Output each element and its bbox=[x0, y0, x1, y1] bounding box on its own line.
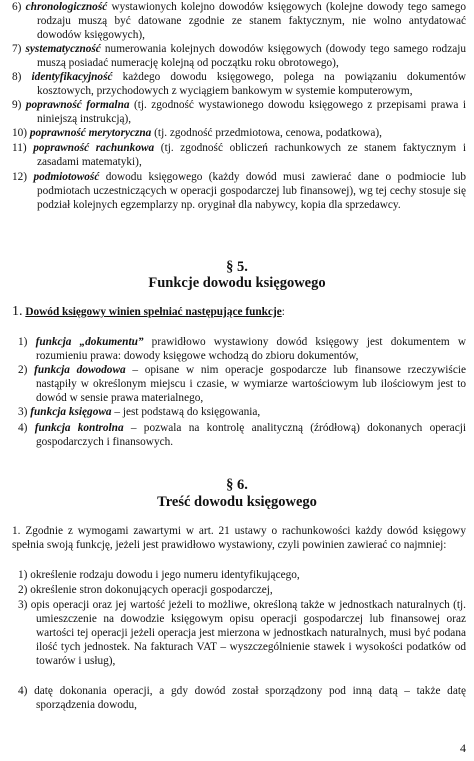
function-term: funkcja „dokumentu” bbox=[35, 336, 144, 348]
function-text: – jest podstawą do księgowania, bbox=[111, 406, 261, 418]
content-item bbox=[12, 583, 466, 597]
item-number: 10) bbox=[12, 127, 28, 139]
intro-colon: : bbox=[281, 306, 285, 318]
definition-item bbox=[12, 126, 466, 140]
definition-item bbox=[12, 0, 466, 42]
section-intro bbox=[12, 305, 466, 319]
item-number: 3) bbox=[18, 599, 28, 611]
item-number: 9) bbox=[12, 99, 22, 111]
definition-term: poprawność formalna bbox=[25, 99, 130, 111]
function-term: funkcja dowodowa bbox=[34, 364, 126, 376]
definition-term: systematyczność bbox=[25, 43, 101, 55]
definition-text: numerowania kolejnych dowodów księgowych (dowody tego samego rodzaju muszą posiadać numerację kolejną od początku roku obrotowego), bbox=[37, 43, 467, 69]
definition-text: (tj. zgodność przedmiotowa, cenowa, podatkowa), bbox=[151, 127, 382, 139]
function-text: – pozwala na kontrolę analityczną (źródłową) dokonanych operacji gospodarczych i finansowych. bbox=[36, 422, 466, 448]
item-number: 7) bbox=[12, 43, 22, 55]
item-number: 11) bbox=[12, 142, 27, 154]
definition-text: (tj. zgodność wystawionego dowodu księgowego z przepisami prawa i niniejszą instrukcją), bbox=[37, 99, 466, 125]
function-item bbox=[12, 363, 466, 405]
section-number: § 6. bbox=[226, 477, 248, 493]
item-number: 6) bbox=[12, 1, 22, 13]
content-item bbox=[12, 684, 466, 712]
item-number: 3) bbox=[18, 406, 28, 418]
function-item bbox=[12, 405, 466, 419]
intro-number: 1. bbox=[12, 304, 23, 319]
item-text: opis operacji oraz jej wartość jeżeli to możliwe, określoną także w jednostkach naturalnych (tj. umieszczenie na dowodzie księgowym opisu operacji gospodarczej lub finansowej oraz wartości tej operacji jeżeli operacja jest mierzona w jednostkach naturalnych, musi być podana ilość tych jednostek. Na fakturach VAT – wyszczególnienie stawek i wysokości podatków od towarów i usług), bbox=[30, 599, 466, 667]
definition-item bbox=[12, 42, 466, 70]
section-intro: 1. Zgodnie z wymogami zawartymi w art. 21 ustawy o rachunkowości każdy dowód księgowy spełnia swoją funkcję, jeżeli jest prawidłowo wystawiony, czyli powinien zawierać co najmniej: bbox=[12, 525, 466, 551]
function-item bbox=[12, 335, 466, 363]
definition-item bbox=[12, 98, 466, 126]
definition-text: każdego dowodu księgowego, polega na powiązaniu dokumentów kosztowych, przychodowych z wyciągiem bankowym w systemie komputerowym, bbox=[37, 71, 466, 97]
definition-item bbox=[12, 170, 466, 212]
function-text: prawidłowo wystawiony dowód księgowy jest dokumentem w rozumieniu prawa: dowody księgowe wchodzą do zbioru dokumentów, bbox=[36, 336, 466, 362]
definition-item bbox=[12, 70, 466, 98]
content-item bbox=[12, 598, 466, 668]
page-number: 4 bbox=[460, 741, 466, 755]
function-item bbox=[12, 421, 466, 449]
item-number: 4) bbox=[18, 422, 28, 434]
item-number: 2) bbox=[18, 584, 28, 596]
definition-term: identyfikacyjność bbox=[31, 71, 113, 83]
definition-text: dowodu księgowego (każdy dowód musi zawierać dane o podmiocie lub podmiotach uczestniczących w operacji gospodarczej lub finansowej), wg tej cechy stosuje się podział kolejnych egzemplarzy np. oryginał dla nabywcy, kopia dla sprzedawcy. bbox=[37, 171, 467, 211]
function-text: – opisane w nim operacje gospodarcze lub finansowe rzeczywiście nastąpiły w określonym miejscu i czasie, w wymiarze wartościowym lub ilościowym jest to dowód w sensie prawa materialnego, bbox=[36, 364, 466, 404]
definition-text: wystawionych kolejno dowodów księgowych (kolejne dowody tego samego rodzaju muszą być datowane zgodnie ze stanem faktycznym, nie wolno antydatować dowodów księgowych), bbox=[37, 1, 466, 41]
section-title: Funkcje dowodu księgowego bbox=[148, 275, 326, 291]
item-number: 8) bbox=[12, 71, 22, 83]
item-text: datę dokonania operacji, a gdy dowód został sporządzony pod inną datą – także datę sporządzenia dowodu, bbox=[34, 685, 466, 711]
item-text: określenie rodzaju dowodu i jego numeru identyfikującego, bbox=[30, 569, 300, 581]
definition-text: (tj. zgodność obliczeń rachunkowych ze stanem faktycznym i zasadami matematyki), bbox=[37, 142, 466, 168]
item-text: określenie stron dokonujących operacji gospodarczej, bbox=[30, 584, 273, 596]
function-term: funkcja kontrolna bbox=[34, 422, 124, 434]
definition-term: podmiotowość bbox=[33, 171, 100, 183]
item-number: 4) bbox=[18, 685, 28, 697]
intro-text: Dowód księgowy winien spełniać następujące funkcje bbox=[25, 306, 282, 318]
item-number: 1) bbox=[18, 336, 28, 348]
definition-term: poprawność rachunkowa bbox=[33, 142, 155, 154]
definition-item bbox=[12, 141, 466, 169]
function-term: funkcja księgowa bbox=[30, 406, 112, 418]
definition-term: chronologiczność bbox=[25, 1, 108, 13]
section-title: Treść dowodu księgowego bbox=[157, 494, 317, 510]
item-number: 12) bbox=[12, 171, 28, 183]
content-item bbox=[12, 568, 466, 582]
item-number: 1) bbox=[18, 569, 28, 581]
section-number: § 5. bbox=[226, 259, 248, 275]
definition-term: poprawność merytoryczna bbox=[29, 127, 152, 139]
item-number: 2) bbox=[18, 364, 28, 376]
